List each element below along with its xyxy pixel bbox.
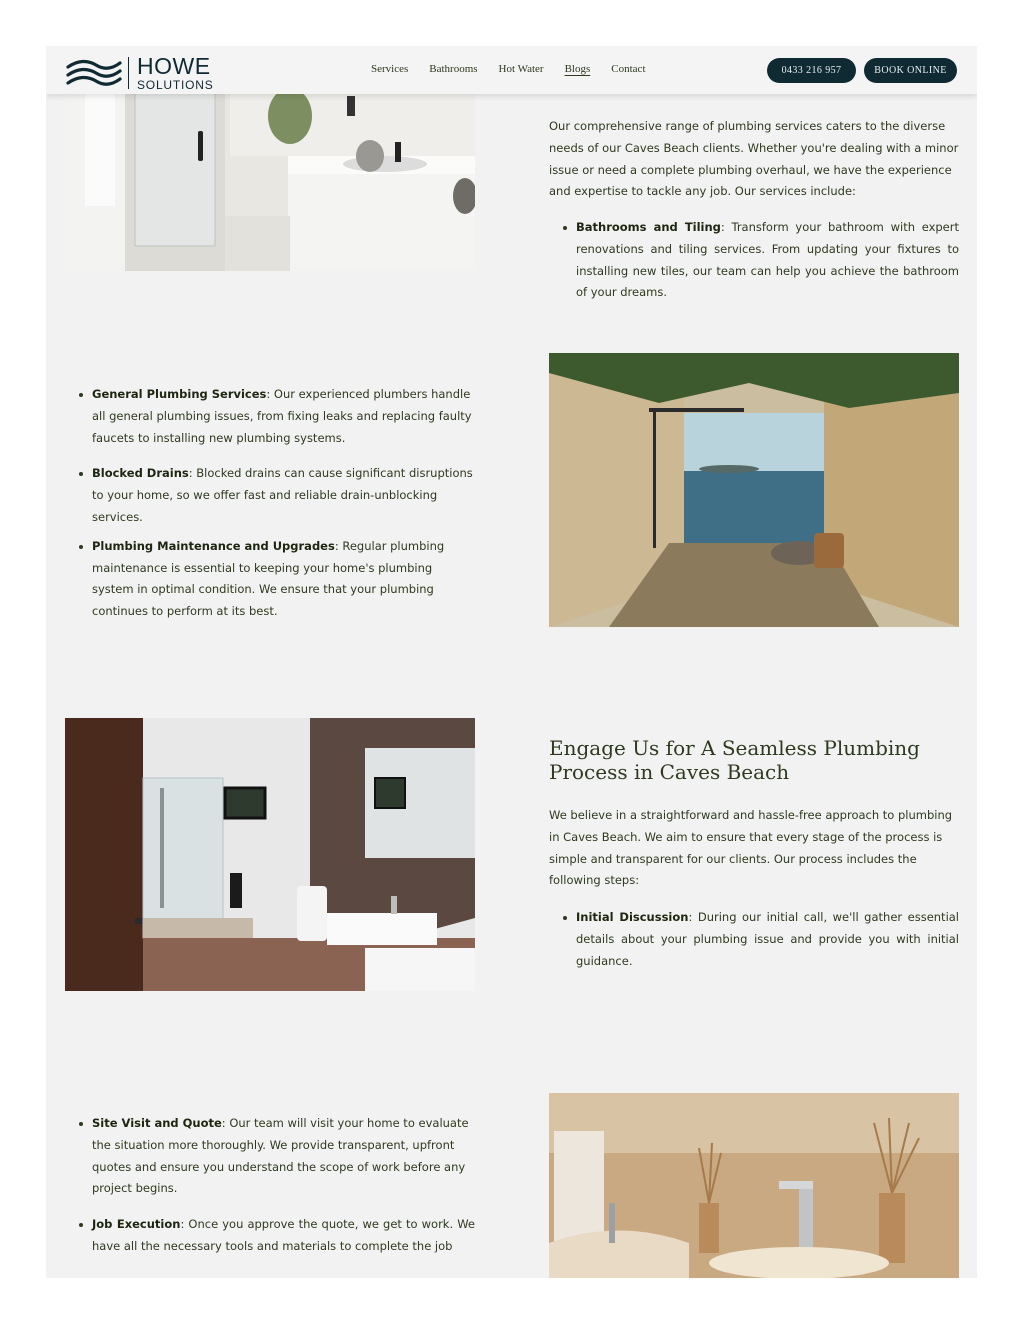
services-list-1: [549, 217, 959, 304]
process-intro: We believe in a straightforward and hassle-free approach to plumbing in Caves Beach. We aim to ensure that every stage of the process is simple and transparent for our clients. Our process includes the following steps:: [549, 808, 953, 888]
logo-wordmark: [137, 55, 214, 91]
item-text: : Once you approve the quote, we get to work. We have all the necessary tools and materials to complete the job: [92, 1217, 475, 1253]
list-item: [65, 536, 475, 623]
item-title: General Plumbing Services: [92, 387, 267, 401]
item-title: Job Execution: [92, 1217, 181, 1232]
nav-blogs[interactable]: Blogs: [564, 63, 591, 75]
item-title: Plumbing Maintenance and Upgrades: [92, 538, 335, 553]
book-online-button[interactable]: BOOK ONLINE: [864, 58, 957, 83]
nav-services[interactable]: Services: [371, 63, 409, 75]
process-heading: Engage Us for A Seamless Plumbing Process in Caves Beach: [549, 736, 920, 784]
item-text: : Transform your bathroom with expert renovations and tiling services. From updating your fixtures to installing new tiles, our team can help you achieve the bathroom of your dreams.: [576, 220, 959, 300]
site-header: [46, 46, 977, 94]
modern-bathroom-photo: [65, 718, 475, 991]
services-list-2: [65, 384, 475, 623]
item-title: Bathrooms and Tiling: [576, 220, 721, 234]
item-text: : Our team will visit your home to evaluate the situation more thoroughly. We provide transparent, upfront quotes and ensure you understand the scope of work before any project begins.: [92, 1116, 469, 1196]
list-item: [65, 384, 475, 449]
item-text: : Regular plumbing maintenance is essential to keeping your home's plumbing system in optimal condition. We ensure that your plumbing continues to perform at its best.: [92, 538, 445, 619]
list-item: [65, 463, 475, 528]
services-intro: Our comprehensive range of plumbing services caters to the diverse needs of our Caves Beach clients. Whether you're dealing with a minor issue or need a complete plumbing overhaul, we have the experience and expertise to tackle any job. Our services include:: [549, 119, 959, 199]
phone-button[interactable]: 0433 216 957: [767, 58, 856, 83]
main-nav: [371, 63, 646, 75]
logo-title: HOWE: [137, 53, 211, 79]
item-title: Initial Discussion: [576, 910, 689, 924]
nav-bathrooms[interactable]: Bathrooms: [429, 63, 478, 75]
item-title: Site Visit and Quote: [92, 1116, 222, 1130]
process-list-2: [65, 1113, 475, 1258]
item-text: : During our initial call, we'll gather essential details about your plumbing issue and provide you with initial guidance.: [576, 910, 960, 968]
logo[interactable]: [66, 55, 214, 91]
nav-hot-water[interactable]: Hot Water: [498, 63, 544, 75]
outdoor-shower-photo: [549, 353, 959, 627]
process-list-1: [549, 907, 959, 972]
item-text: : Our experienced plumbers handle all general plumbing issues, from fixing leaks and replacing faulty faucets to installing new plumbing systems.: [92, 387, 472, 445]
page: [46, 46, 977, 1278]
list-item: [549, 217, 959, 304]
list-item: [65, 1214, 475, 1258]
nav-contact[interactable]: Contact: [611, 63, 646, 75]
logo-subtitle: SOLUTIONS: [137, 78, 214, 92]
basin-diffuser-photo: [549, 1093, 959, 1278]
logo-divider: [128, 57, 129, 89]
list-item: [549, 907, 959, 972]
waves-logo-icon: [66, 58, 122, 88]
item-title: Blocked Drains: [92, 466, 189, 481]
item-text: : Blocked drains can cause significant disruptions to your home, so we offer fast and reliable drain-unblocking services.: [92, 466, 473, 524]
list-item: [65, 1113, 475, 1200]
